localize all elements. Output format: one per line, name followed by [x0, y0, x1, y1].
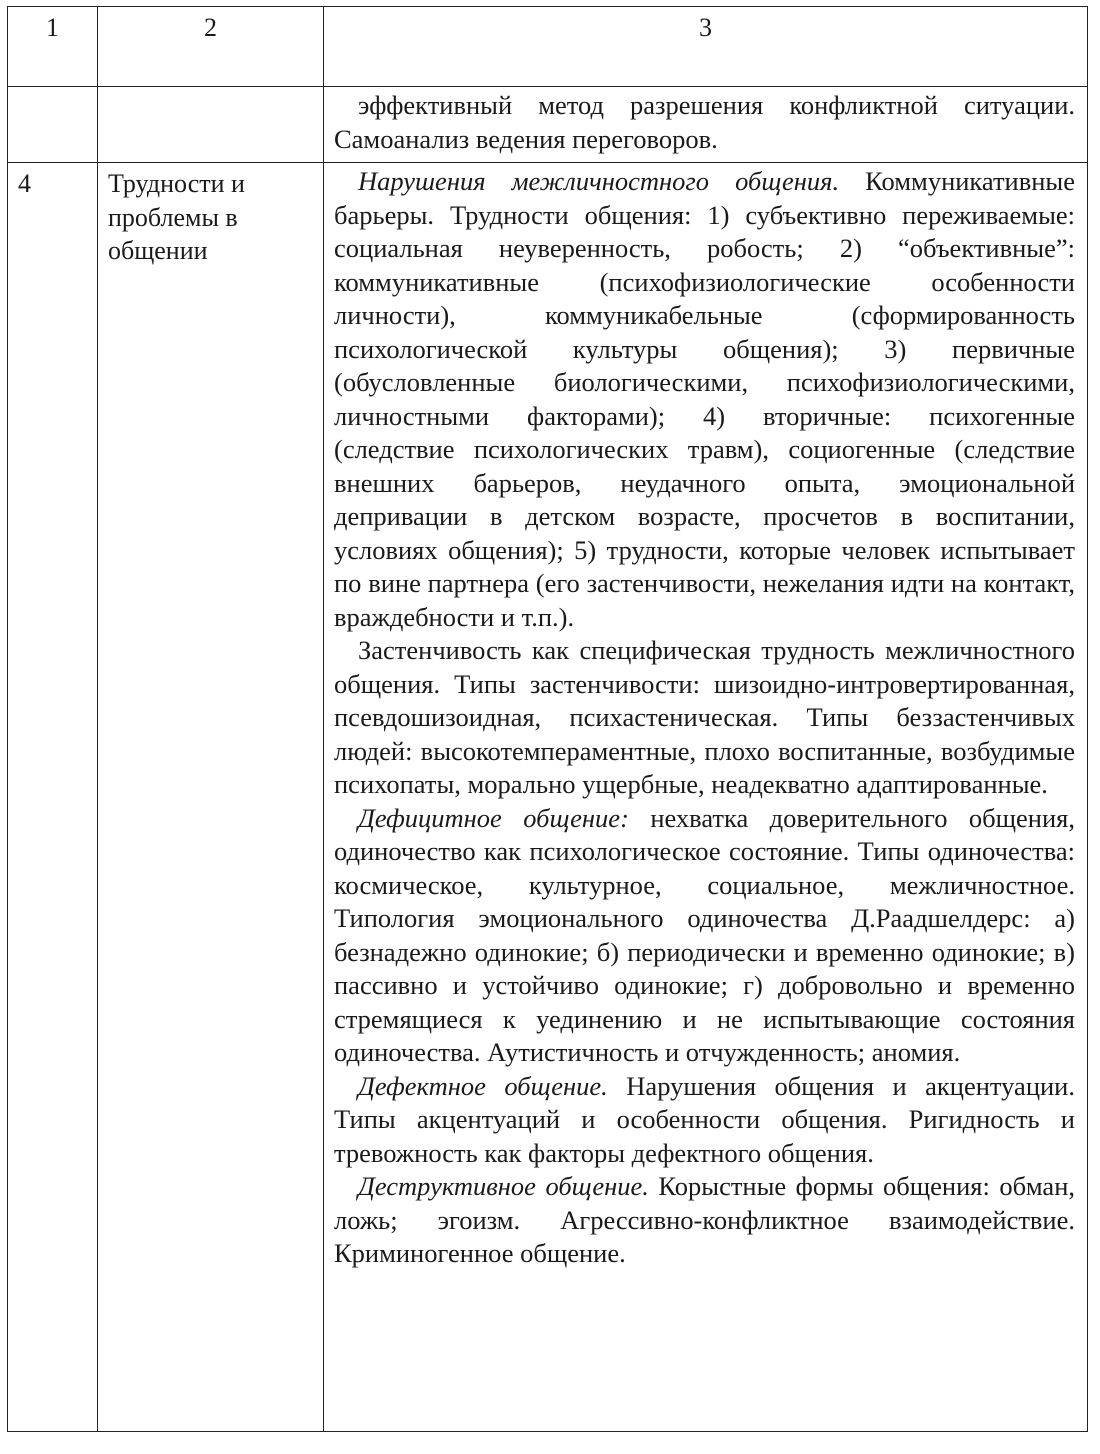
header-cell-1: [8, 7, 98, 87]
paragraph-body: Застенчивость как специфическая трудность межличностного общения. Типы застенчивости: шизоидно-интровертированная, псевдошизоидная, психастеническая. Типы беззастенчивых людей: высокотемпераментные, плохо воспитанные, возбудимые психопаты, морально ущербные, неадекватно адаптированные.: [334, 635, 1075, 799]
table-header-row: [8, 7, 1088, 87]
paragraph-heading: Дефектное общение.: [358, 1070, 608, 1101]
paragraph-defective-communication: [334, 1070, 1075, 1171]
row-topic: Трудности и проблемы в общении: [108, 169, 245, 265]
paragraph-heading: Дефицитное общение:: [358, 802, 629, 833]
table-row-continuation: [8, 87, 1088, 163]
paragraph-body: Корыстные формы общения: обман, ложь; эгоизм. Агрессивно-конфликтное взаимодействие. Криминогенное общение.: [334, 1171, 1075, 1268]
paragraph-shyness: [334, 634, 1075, 802]
cell-number: [8, 87, 98, 163]
header-cell-2: [98, 7, 324, 87]
paragraph-body: нехватка доверительного общения, одиночество как психологическое состояние. Типы одиночества: космическое, культурное, социальное, межличностное. Типология эмоционального одиночества Д.Раадшелдерс: а) безнадежно одинокие; б) периодически и временно одинокие; в) пассивно и устойчиво одинокие; г) добровольно и временно стремящиеся к уединению и не испытывающие состояния одиночества. Аутистичность и отчужденность; аномия.: [334, 802, 1075, 1067]
paragraph-body: Нарушения общения и акцентуации. Типы акцентуаций и особенности общения. Ригидность и тревожность как факторы дефектного общения.: [334, 1070, 1075, 1168]
cell-content: [324, 87, 1088, 163]
header-label-2: 2: [204, 13, 217, 42]
cell-topic: [98, 163, 324, 1432]
document-table: [7, 6, 1088, 1432]
header-label-3: 3: [699, 13, 712, 42]
paragraph-heading: Деструктивное общение.: [358, 1171, 649, 1201]
header-label-1: 1: [46, 13, 59, 42]
paragraph-destructive-communication: [334, 1170, 1075, 1271]
paragraph-interpersonal-disorders: [334, 165, 1075, 634]
paragraph-deficit-communication: [334, 802, 1075, 1070]
cell-number: [8, 163, 98, 1432]
cell-content: [324, 163, 1088, 1432]
cell-topic: [98, 87, 324, 163]
continuation-text: эффективный метод разрешения конфликтной ситуации. Самоанализ ведения переговоров.: [334, 90, 1075, 154]
table-row-4: [8, 163, 1088, 1432]
paragraph-heading: Нарушения межличностного общения.: [358, 166, 840, 196]
row-number: 4: [18, 169, 31, 198]
header-cell-3: [324, 7, 1088, 87]
paragraph-body: Коммуникативные барьеры. Трудности общения: 1) субъективно переживаемые: социальная неуверенность, робость; 2) “объективные”: коммуникативные (психофизиологические особенности личности), коммуникабельные (сформированность психологической культуры общения); 3) первичные (обусловленные биологическими, психофизиологическими, личностными факторами); 4) вторичные: психогенные (следствие психологических травм), социогенные (следствие внешних барьеров, неудачного опыта, эмоциональной депривации в детском возрасте, просчетов в воспитании, условиях общения); 5) трудности, которые человек испытывает по вине партнера (его застенчивости, нежелания идти на контакт, враждебности и т.п.).: [334, 166, 1076, 632]
